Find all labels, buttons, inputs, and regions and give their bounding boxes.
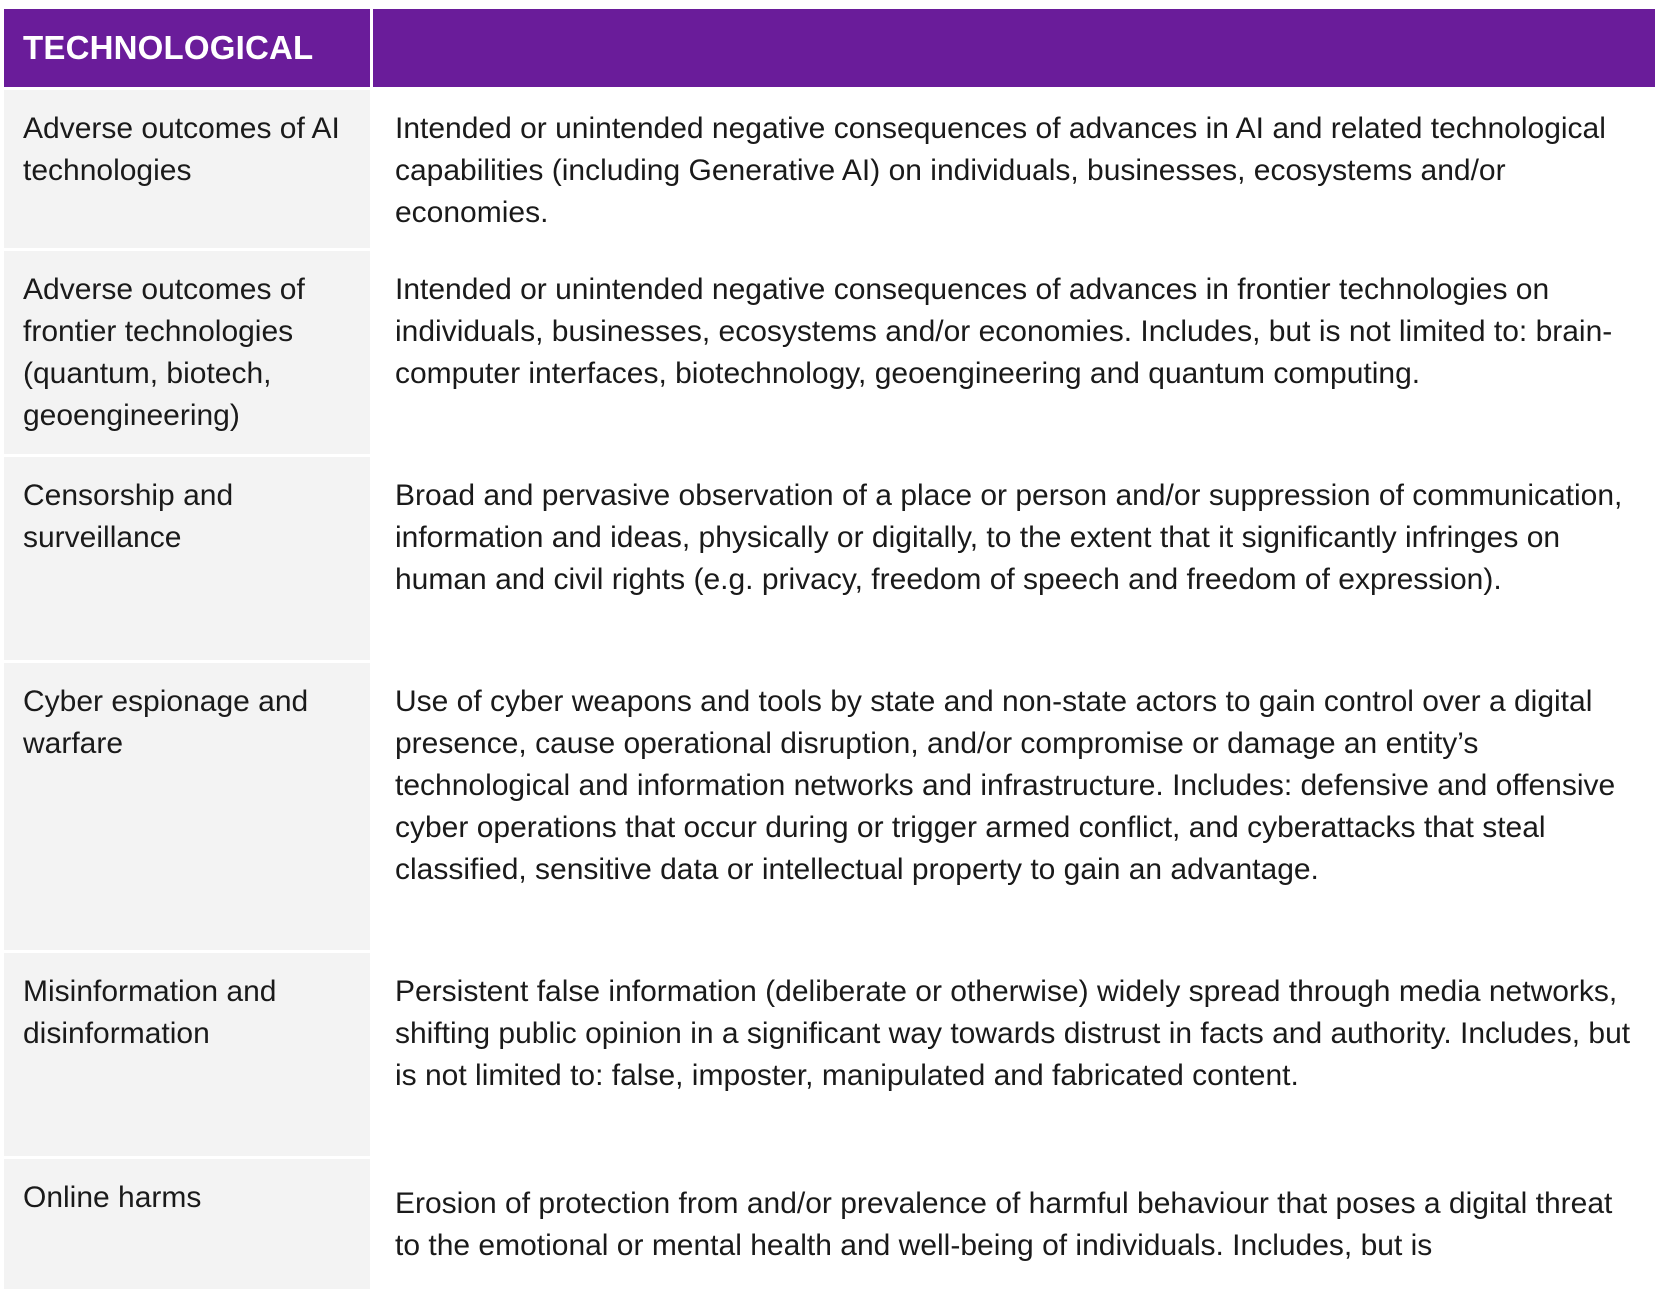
- risk-definition: Persistent false information (deliberate or otherwise) widely spread through media networks, shifting public opinion in a significant way towards distrust in facts and authority. Includes, but is not limited to: false, imposter, manipulated and fabricated content.: [370, 953, 1655, 1156]
- risk-definitions-table: [4, 9, 1655, 1289]
- table-row: [4, 950, 1655, 1156]
- risk-term: Cyber espionage and warfare: [4, 663, 370, 950]
- table-row: [4, 87, 1655, 248]
- table-row: [4, 1156, 1655, 1289]
- category-heading: TECHNOLOGICAL: [4, 9, 370, 87]
- risk-term: Adverse outcomes of frontier technologies (quantum, biotech, geoengineering): [4, 251, 370, 454]
- table-row: [4, 660, 1655, 950]
- risk-term: Adverse outcomes of AI technologies: [4, 90, 370, 248]
- table-row: [4, 248, 1655, 454]
- risk-definition: Intended or unintended negative consequences of advances in frontier technologies on individuals, businesses, ecosystems and/or economies. Includes, but is not limited to: brain-computer interfaces, biotechnology, geoengineering and quantum computing.: [370, 251, 1655, 454]
- table-row: [4, 454, 1655, 660]
- risk-term: Censorship and surveillance: [4, 457, 370, 660]
- header-filler: [373, 9, 1655, 87]
- risk-definition: Use of cyber weapons and tools by state and non-state actors to gain control over a digital presence, cause operational disruption, and/or compromise or damage an entity’s technological and information networks and infrastructure. Includes: defensive and offensive cyber operations that occur during or trigger armed conflict, and cyberattacks that steal classified, sensitive data or intellectual property to gain an advantage.: [370, 663, 1655, 950]
- table-header: [4, 9, 1655, 87]
- risk-term: Misinformation and disinformation: [4, 953, 370, 1156]
- risk-definition: Broad and pervasive observation of a place or person and/or suppression of communication, information and ideas, physically or digitally, to the extent that it significantly infringes on human and civil rights (e.g. privacy, freedom of speech and freedom of expression).: [370, 457, 1655, 660]
- risk-definition: Intended or unintended negative consequences of advances in AI and related technological capabilities (including Generative AI) on individuals, businesses, ecosystems and/or economies.: [370, 90, 1655, 248]
- risk-term: Online harms: [4, 1159, 370, 1289]
- risk-definition: Erosion of protection from and/or prevalence of harmful behaviour that poses a digital threat to the emotional or mental health and well-being of individuals. Includes, but is: [370, 1159, 1655, 1289]
